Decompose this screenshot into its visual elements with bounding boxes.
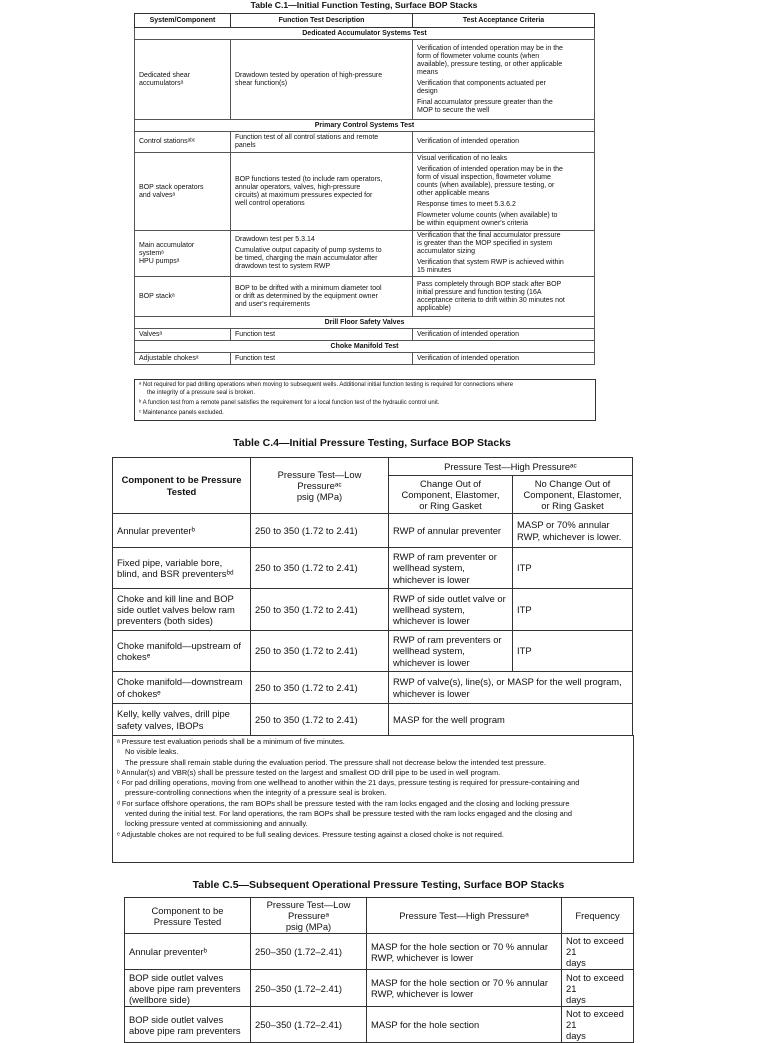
cell-component bbox=[135, 40, 231, 120]
cell-line: Verification that the final accumulator pressure bbox=[417, 232, 561, 239]
cell-high-pressure-merged bbox=[389, 704, 633, 736]
cell-line: above pipe ram preventers bbox=[129, 1024, 241, 1036]
cell-line: panels bbox=[235, 142, 256, 149]
cell-component bbox=[125, 1007, 251, 1043]
footnote: The pressure shall remain stable during the evaluation period. The pressure shall not decrease below the intended test pressure. bbox=[125, 757, 546, 767]
table-row bbox=[125, 1007, 634, 1043]
cell-line: (wellbore side) bbox=[129, 993, 190, 1005]
cell-line: well control operations bbox=[235, 199, 305, 207]
table-row bbox=[113, 704, 633, 736]
cell-line: Verification that components actuated per bbox=[417, 79, 546, 87]
cell-line: Drawdown tested by operation of high-pressure bbox=[235, 71, 383, 79]
cell-line: safety valves, IBOPs bbox=[117, 719, 204, 731]
cell-line: MASP or 70% annular bbox=[517, 519, 610, 531]
cell-line: shear function(s) bbox=[235, 79, 288, 87]
header-line: Component to be bbox=[151, 904, 224, 916]
cell-line: blind, and BSR preventersᵇᵈ bbox=[117, 568, 234, 579]
cell-line: of chokesᵉ bbox=[117, 687, 161, 699]
cell-component bbox=[113, 514, 251, 548]
header-line: No Change Out of bbox=[534, 477, 611, 489]
cell-description: Function test bbox=[231, 353, 413, 365]
cell-line: Annular preventerᵇ bbox=[129, 946, 208, 957]
cell-line: ITP bbox=[517, 562, 532, 574]
cell-line: RWP, whichever is lower. bbox=[517, 530, 622, 542]
footnote: No visible leaks. bbox=[125, 747, 179, 757]
header-low-pressure bbox=[251, 898, 367, 934]
cell-line: Response times to meet 5.3.6.2 bbox=[417, 201, 516, 208]
table-row bbox=[113, 548, 633, 589]
cell-line: and valvesᵃ bbox=[139, 191, 176, 199]
cell-line: Verification of intended operation may be in the bbox=[417, 44, 563, 52]
header-component bbox=[113, 458, 251, 514]
header-line: Pressureᵃᶜ bbox=[297, 479, 342, 491]
cell-line: whichever is lower bbox=[393, 573, 470, 585]
footnote: locking pressure vented at commissioning and annually. bbox=[125, 819, 308, 829]
footnote: pressure-controlling connections when the integrity of a pressure seal is broken. bbox=[125, 788, 387, 798]
header-line: psig (MPa) bbox=[296, 491, 343, 503]
cell-change-out bbox=[389, 589, 513, 631]
cell-line: initial pressure and function testing (16A bbox=[417, 288, 542, 296]
cell-change-out bbox=[389, 514, 513, 548]
cell-line: Final accumulator pressure greater than the bbox=[417, 98, 553, 106]
cell-component bbox=[135, 153, 231, 231]
header-high-pressure bbox=[367, 898, 562, 934]
footnote: ᵉ Adjustable chokes are not required to be full sealing devices. Pressure testing against a closed choke is not required. bbox=[117, 829, 504, 839]
cell-line: is greater than the MOP specified in system bbox=[417, 240, 553, 247]
cell-line: Fixed pipe, variable bore, bbox=[117, 556, 223, 568]
cell-component bbox=[113, 548, 251, 589]
header-line: or Ring Gasket bbox=[419, 500, 482, 512]
cell-component bbox=[125, 934, 251, 970]
cell-line: annular operators, valves, high-pressure bbox=[235, 183, 361, 191]
cell-line: MASP for the well program bbox=[393, 713, 505, 725]
cell-line: RWP of side outlet valve or bbox=[393, 592, 506, 604]
cell-line: and user's requirements bbox=[235, 300, 310, 308]
table-row bbox=[135, 40, 595, 120]
initial-pressure-testing-table bbox=[112, 457, 633, 736]
cell-line: be timed, charging the main accumulator after bbox=[235, 255, 378, 262]
cell-line: Verification of intended operation bbox=[417, 138, 519, 145]
cell-line: RWP of annular preventer bbox=[393, 524, 502, 536]
table1-footnotes bbox=[134, 379, 596, 421]
header-line: Pressureᵃ bbox=[287, 910, 329, 921]
cell-criteria: Verification of intended operation bbox=[413, 329, 595, 341]
cell-criteria: Verification of intended operation bbox=[413, 353, 595, 365]
cell-line: Not to exceed 21 bbox=[566, 971, 624, 994]
cell-line: side outlet valves below ram bbox=[117, 603, 235, 615]
header-line: Component to be Pressure bbox=[121, 474, 242, 486]
subsequent-pressure-testing-table bbox=[124, 897, 634, 1043]
cell-line: other applicable means bbox=[417, 190, 490, 197]
cell-line: wellhead system, bbox=[393, 562, 465, 574]
cell-line: accumulatorsᵃ bbox=[139, 79, 184, 87]
cell-line: whichever is lower bbox=[393, 687, 470, 699]
footnote: ᵈ For surface offshore operations, the ram BOPs shall be pressure tested with the ram locks engaged and the closing and locking pressure bbox=[117, 798, 570, 808]
cell-line: accumulator sizing bbox=[417, 248, 475, 255]
cell-change-out bbox=[389, 631, 513, 672]
cell-line: MOP to secure the well bbox=[417, 106, 490, 114]
cell-line: preventers (both sides) bbox=[117, 615, 213, 627]
cell-line: days bbox=[566, 993, 586, 1005]
table-row bbox=[135, 329, 595, 341]
cell-line: applicable) bbox=[417, 304, 451, 312]
header-function-test-description: Function Test Description bbox=[231, 14, 413, 28]
cell-line: design bbox=[417, 87, 438, 95]
cell-criteria bbox=[413, 231, 595, 277]
cell-line: BOP functions tested (to include ram operators, bbox=[235, 175, 383, 183]
cell-frequency bbox=[562, 934, 634, 970]
cell-criteria bbox=[413, 153, 595, 231]
cell-line: Choke and kill line and BOP bbox=[117, 592, 234, 604]
cell-low-pressure: 250 to 350 (1.72 to 2.41) bbox=[251, 589, 389, 631]
header-line: Component, Elastomer, bbox=[401, 488, 500, 500]
footnote: ᵃ Pressure test evaluation periods shall be a minimum of five minutes. bbox=[117, 737, 345, 746]
cell-line: Cumulative output capacity of pump systems to bbox=[235, 247, 382, 254]
footnote: vented during the initial test. For land operations, the ram BOPs shall be pressure tested with the ram locks engaged and the closing and bbox=[125, 809, 572, 819]
cell-low-pressure: 250 to 350 (1.72 to 2.41) bbox=[251, 548, 389, 589]
header-line: Pressure Tested bbox=[153, 915, 222, 927]
table-row bbox=[135, 353, 595, 365]
cell-line: RWP, whichever is lower bbox=[371, 951, 474, 963]
section-drill-floor-safety-valves: Drill Floor Safety Valves bbox=[135, 317, 595, 329]
table-row bbox=[125, 934, 634, 970]
section-primary-control: Primary Control Systems Test bbox=[135, 120, 595, 132]
cell-frequency bbox=[562, 1007, 634, 1043]
cell-line: be within equipment owner's criteria bbox=[417, 220, 529, 227]
footnote: ᶜ Maintenance panels excluded. bbox=[139, 410, 224, 416]
header-high-pressure: Pressure Test—High Pressureᵃᶜ bbox=[389, 458, 633, 476]
cell-line: Dedicated shear bbox=[139, 71, 190, 79]
cell-line: Not to exceed 21 bbox=[566, 1008, 624, 1030]
cell-component bbox=[125, 970, 251, 1007]
cell-line: 15 minutes bbox=[417, 267, 452, 274]
cell-description bbox=[231, 231, 413, 277]
cell-line: Main accumulator bbox=[139, 241, 195, 249]
footnote: ᵇ Annular(s) and VBR(s) shall be pressure tested on the largest and smallest OD drill pipe to be used in well program. bbox=[117, 767, 501, 777]
footnote: ᶜ For pad drilling operations, moving from one wellhead to another within the 21 days, pressure testing is required for pressure-containing and bbox=[117, 778, 580, 788]
section-dedicated-accumulator: Dedicated Accumulator Systems Test bbox=[135, 28, 595, 40]
cell-no-change-out bbox=[513, 548, 633, 589]
cell-low-pressure: 250 to 350 (1.72 to 2.41) bbox=[251, 672, 389, 704]
table-row bbox=[135, 231, 595, 277]
footnote: ᵃ Not required for pad drilling operations when moving to subsequent wells. Additional initial function testing is required for connections where bbox=[139, 382, 514, 388]
cell-line: HPU pumpsᵃ bbox=[139, 257, 180, 265]
header-frequency bbox=[562, 898, 634, 934]
cell-line: systemᵃ bbox=[139, 249, 164, 257]
cell-line: BOP stackᵃ bbox=[139, 292, 175, 300]
cell-line: RWP of ram preventer or bbox=[393, 551, 497, 563]
cell-line: MASP for the hole section or 70 % annular bbox=[371, 940, 549, 952]
cell-low-pressure: 250 to 350 (1.72 to 2.41) bbox=[251, 514, 389, 548]
header-line: psig (MPa) bbox=[285, 921, 332, 932]
cell-description: Function test bbox=[231, 329, 413, 341]
cell-component: Valvesᵃ bbox=[135, 329, 231, 341]
cell-line: available), pressure testing, or other applicable bbox=[417, 60, 563, 68]
cell-line: Pass completely through BOP stack after BOP bbox=[417, 280, 562, 288]
header-change-out bbox=[389, 476, 513, 514]
cell-line: wellhead system, bbox=[393, 603, 465, 615]
header-line: or Ring Gasket bbox=[541, 500, 604, 512]
cell-line: chokesᵉ bbox=[117, 651, 151, 662]
cell-criteria bbox=[413, 40, 595, 120]
cell-line: days bbox=[566, 1030, 586, 1041]
cell-description bbox=[231, 132, 413, 153]
cell-criteria bbox=[413, 277, 595, 317]
cell-line: Choke manifold—downstream bbox=[117, 676, 243, 688]
table1-caption: Table C.1—Initial Function Testing, Surface BOP Stacks bbox=[250, 0, 478, 10]
cell-description bbox=[231, 277, 413, 317]
cell-line: form of flowmeter volume counts (when bbox=[417, 52, 540, 60]
cell-change-out bbox=[389, 548, 513, 589]
footnote: ᵇ A function test from a remote panel satisfies the requirement for a local function test of the hydraulic control unit. bbox=[139, 400, 440, 406]
cell-line: Visual verification of no leaks bbox=[417, 155, 508, 162]
table-row bbox=[135, 277, 595, 317]
cell-line: wellhead system, bbox=[393, 645, 465, 657]
cell-line: circuits) at maximum pressures expected for bbox=[235, 191, 373, 199]
header-component bbox=[125, 898, 251, 934]
cell-low-pressure: 250 to 350 (1.72 to 2.41) bbox=[251, 704, 389, 736]
table-row bbox=[113, 589, 633, 631]
cell-line: RWP, whichever is lower bbox=[371, 988, 474, 999]
table3-caption: Table C.5—Subsequent Operational Pressure Testing, Surface BOP Stacks bbox=[192, 879, 565, 891]
table-row bbox=[135, 153, 595, 231]
cell-line: RWP of valve(s), line(s), or MASP for the well program, bbox=[393, 676, 622, 688]
cell-line: Control stationsᵃᵇᶜ bbox=[139, 138, 196, 145]
header-line: Tested bbox=[166, 485, 197, 497]
table-row bbox=[113, 672, 633, 704]
cell-description bbox=[231, 153, 413, 231]
cell-component bbox=[135, 231, 231, 277]
cell-line: MASP for the hole section bbox=[371, 1019, 480, 1030]
cell-criteria bbox=[413, 132, 595, 153]
cell-line: whichever is lower bbox=[393, 615, 470, 627]
cell-line: above pipe ram preventers bbox=[129, 982, 241, 994]
cell-component: Adjustable chokesᵃ bbox=[135, 353, 231, 365]
cell-line: Choke manifold—upstream of bbox=[117, 639, 242, 651]
cell-high-pressure bbox=[367, 970, 562, 1007]
cell-line: form of visual inspection, flowmeter volume bbox=[417, 174, 551, 181]
table-row bbox=[135, 132, 595, 153]
cell-line: counts (when available), pressure testing, or bbox=[417, 182, 555, 189]
cell-line: Function test of all control stations and remote bbox=[235, 134, 379, 141]
cell-no-change-out bbox=[513, 631, 633, 672]
cell-no-change-out bbox=[513, 589, 633, 631]
header-line: Pressure Test—Low bbox=[266, 899, 351, 910]
cell-line: Verification of intended operation may be in the bbox=[417, 166, 563, 173]
header-line: Pressure Test—High Pressureᵃ bbox=[399, 910, 529, 921]
header-line: Component, Elastomer, bbox=[523, 488, 622, 500]
cell-line: days bbox=[566, 957, 586, 968]
cell-low-pressure: 250–350 (1.72–2.41) bbox=[251, 1007, 367, 1043]
cell-component bbox=[113, 589, 251, 631]
header-line: Pressure Test—Low bbox=[277, 468, 362, 480]
cell-line: ITP bbox=[517, 603, 532, 615]
cell-line: BOP to be drifted with a minimum diameter tool bbox=[235, 284, 382, 292]
cell-component bbox=[135, 277, 231, 317]
cell-component bbox=[113, 672, 251, 704]
table2-footnotes bbox=[112, 735, 634, 863]
cell-line: BOP side outlet valves bbox=[129, 971, 224, 983]
cell-line: Annular preventerᵇ bbox=[117, 524, 196, 536]
header-line: Frequency bbox=[575, 910, 620, 921]
cell-line: BOP side outlet valves bbox=[129, 1013, 224, 1025]
cell-low-pressure: 250–350 (1.72–2.41) bbox=[251, 934, 367, 970]
cell-line: Drawdown test per 5.3.14 bbox=[235, 236, 315, 243]
cell-line: or drift as determined by the equipment owner bbox=[235, 292, 378, 300]
cell-low-pressure: 250–350 (1.72–2.41) bbox=[251, 970, 367, 1007]
cell-line: whichever is lower bbox=[393, 656, 470, 668]
cell-line: RWP of ram preventers or bbox=[393, 634, 502, 646]
header-low-pressure bbox=[251, 458, 389, 514]
cell-high-pressure-merged bbox=[389, 672, 633, 704]
cell-line: drawdown test to system RWP bbox=[235, 263, 331, 270]
cell-line: Not to exceed 21 bbox=[566, 935, 624, 957]
cell-component bbox=[113, 631, 251, 672]
function-testing-table bbox=[134, 13, 595, 365]
cell-line: BOP stack operators bbox=[139, 183, 204, 191]
cell-line: Flowmeter volume counts (when available) to bbox=[417, 212, 558, 219]
cell-no-change-out bbox=[513, 514, 633, 548]
cell-frequency bbox=[562, 970, 634, 1007]
header-system-component: System/Component bbox=[135, 14, 231, 28]
header-line: Change Out of bbox=[420, 477, 481, 489]
table-row bbox=[113, 514, 633, 548]
cell-line: MASP for the hole section or 70 % annular bbox=[371, 977, 549, 988]
header-no-change-out bbox=[513, 476, 633, 514]
cell-low-pressure: 250 to 350 (1.72 to 2.41) bbox=[251, 631, 389, 672]
header-test-acceptance-criteria: Test Acceptance Criteria bbox=[413, 14, 595, 28]
cell-high-pressure bbox=[367, 1007, 562, 1043]
cell-line: ITP bbox=[517, 645, 532, 657]
cell-line: Verification that system RWP is achieved within bbox=[417, 259, 564, 266]
cell-line: Kelly, kelly valves, drill pipe bbox=[117, 708, 230, 720]
cell-description bbox=[231, 40, 413, 120]
cell-component bbox=[113, 704, 251, 736]
footnote: the integrity of a pressure seal is broken. bbox=[147, 390, 256, 396]
table-row bbox=[113, 631, 633, 672]
cell-high-pressure bbox=[367, 934, 562, 970]
cell-component bbox=[135, 132, 231, 153]
cell-line: acceptance criteria to drift within 30 minutes not bbox=[417, 296, 565, 304]
cell-line: means bbox=[417, 68, 439, 76]
table-row bbox=[125, 970, 634, 1007]
table2-caption: Table C.4—Initial Pressure Testing, Surface BOP Stacks bbox=[233, 437, 511, 449]
section-choke-manifold-test: Choke Manifold Test bbox=[135, 341, 595, 353]
